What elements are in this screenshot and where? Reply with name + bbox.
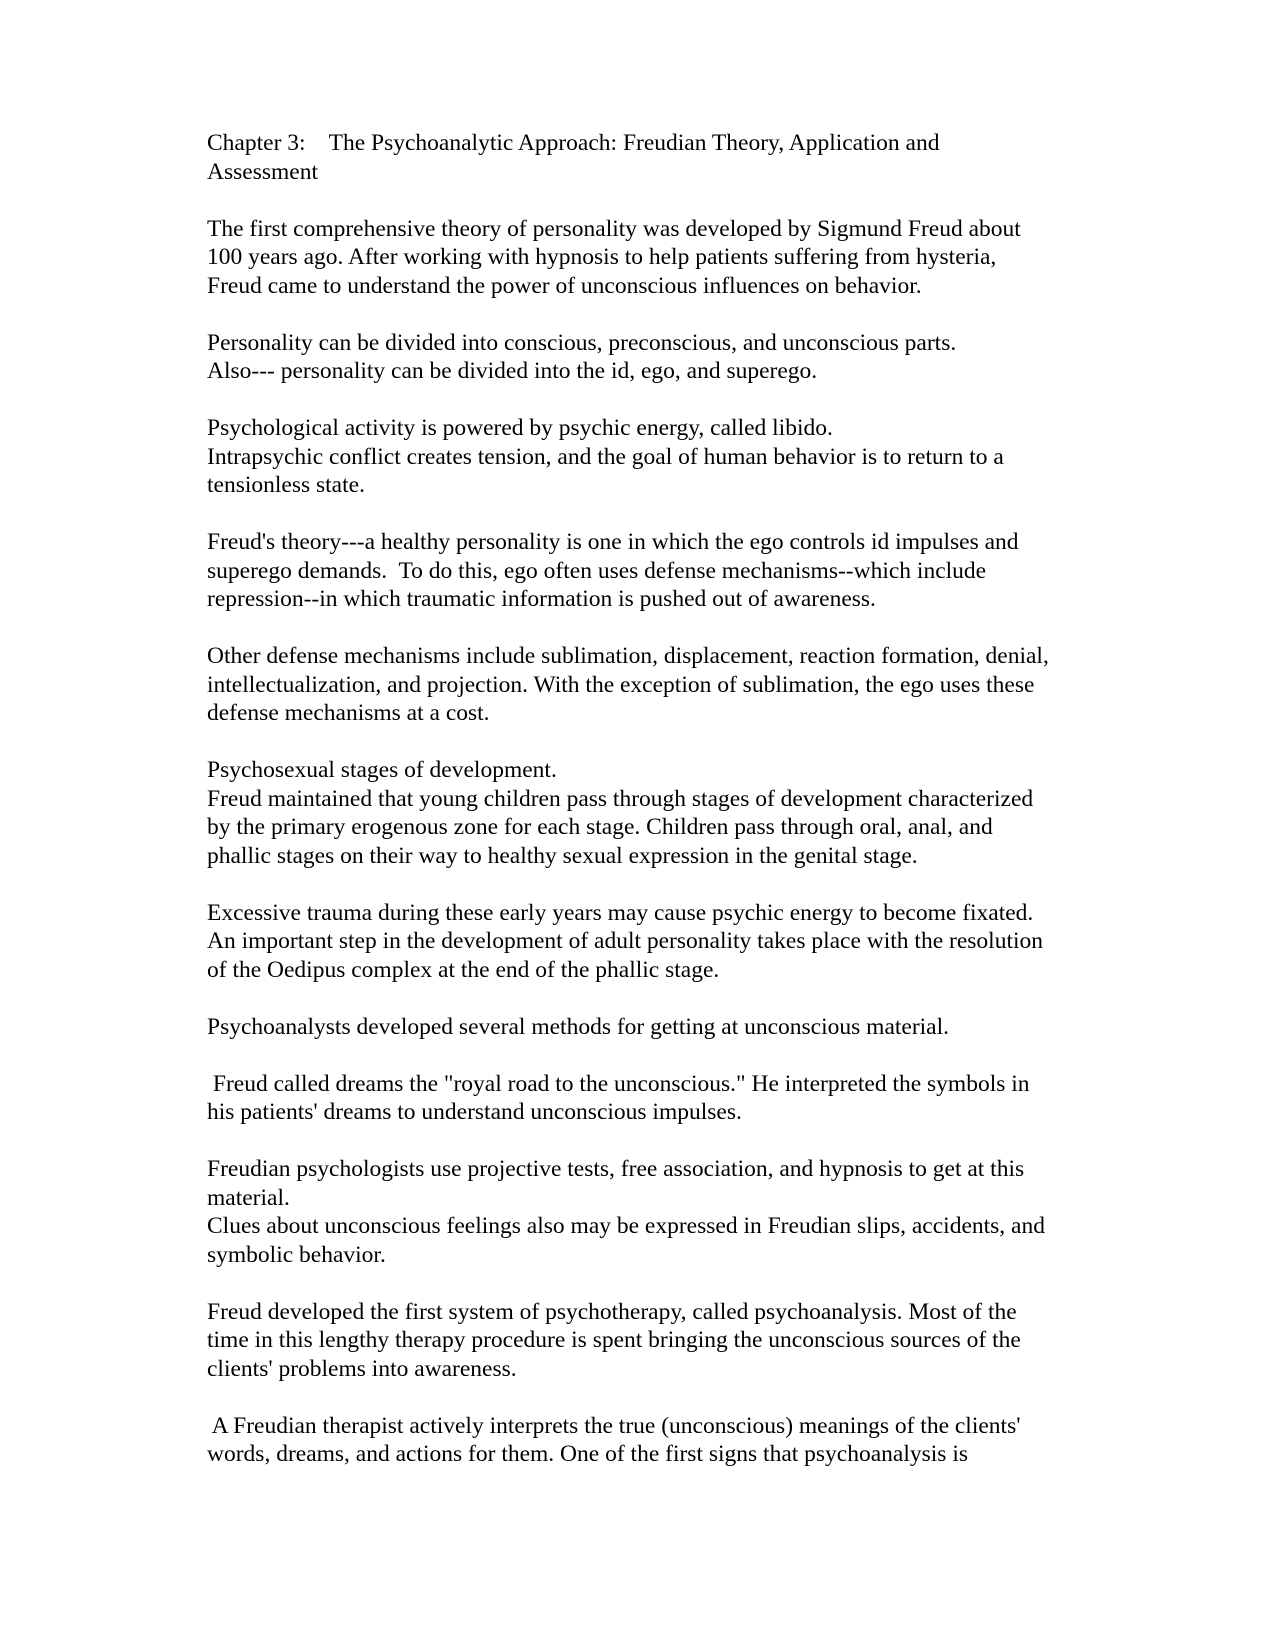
text-line: Personality can be divided into conscious, preconscious, and unconscious parts. (207, 329, 957, 356)
text-line: Freud came to understand the power of unconscious influences on behavior. (207, 272, 922, 299)
text-line: symbolic behavior. (207, 1241, 386, 1268)
paragraph (207, 642, 1107, 728)
paragraph (207, 899, 1107, 985)
text-line: Clues about unconscious feelings also may be expressed in Freudian slips, accidents, and (207, 1213, 1045, 1239)
text-line: Freud maintained that young children pass through stages of development characterized (207, 785, 1034, 812)
text-line: his patients' dreams to understand unconscious impulses. (207, 1099, 742, 1125)
paragraph (207, 1412, 1107, 1469)
chapter-title (207, 129, 1107, 186)
text-line: tensionless state. (207, 472, 365, 498)
text-line: phallic stages on their way to healthy sexual expression in the genital stage. (207, 842, 918, 869)
text-line: Chapter 3: The Psychoanalytic Approach: Freudian Theory, Application and (207, 130, 940, 156)
text-line: clients' problems into awareness. (207, 1355, 517, 1382)
text-line: The first comprehensive theory of personality was developed by Sigmund Freud about (207, 215, 1021, 242)
text-line: Freud called dreams the "royal road to the unconscious." He interpreted the symbols in (207, 1070, 1030, 1097)
paragraph (207, 1298, 1107, 1384)
text-line: Psychosexual stages of development. (207, 757, 557, 783)
text-line: time in this lengthy therapy procedure is spent bringing the unconscious sources of the (207, 1327, 1021, 1353)
text-line: words, dreams, and actions for them. One of the first signs that psychoanalysis is (207, 1441, 968, 1467)
text-line: 100 years ago. After working with hypnosis to help patients suffering from hysteria, (207, 244, 997, 270)
paragraph (207, 329, 1107, 386)
paragraph (207, 1013, 1107, 1042)
text-line: A Freudian therapist actively interprets the true (unconscious) meanings of the clients' (207, 1412, 1021, 1439)
text-line: Freud developed the first system of psychotherapy, called psychoanalysis. Most of the (207, 1298, 1017, 1325)
text-line: Freudian psychologists use projective tests, free association, and hypnosis to get at this (207, 1156, 1025, 1182)
document-body (207, 129, 1107, 1497)
text-line: Also--- personality can be divided into the id, ego, and superego. (207, 358, 818, 384)
paragraph (207, 528, 1107, 614)
paragraph (207, 215, 1107, 301)
text-line: by the primary erogenous zone for each stage. Children pass through oral, anal, and (207, 814, 993, 840)
text-line: Intrapsychic conflict creates tension, and the goal of human behavior is to return to a (207, 443, 1004, 470)
paragraph (207, 414, 1107, 500)
text-line: material. (207, 1184, 290, 1211)
text-line: Psychoanalysts developed several methods for getting at unconscious material. (207, 1013, 950, 1040)
text-line: defense mechanisms at a cost. (207, 700, 490, 726)
text-line: superego demands. To do this, ego often uses defense mechanisms--which include (207, 557, 987, 584)
text-line: intellectualization, and projection. With the exception of sublimation, the ego uses these (207, 671, 1035, 698)
text-line: Other defense mechanisms include sublimation, displacement, reaction formation, denial, (207, 643, 1049, 669)
paragraph (207, 756, 1107, 870)
text-line: Freud's theory---a healthy personality is one in which the ego controls id impulses and (207, 529, 1019, 555)
paragraph (207, 1155, 1107, 1269)
text-line: of the Oedipus complex at the end of the phallic stage. (207, 956, 720, 983)
text-line: Assessment (207, 158, 318, 185)
paragraph (207, 1070, 1107, 1127)
text-line: Excessive trauma during these early years may cause psychic energy to become fixated. (207, 899, 1034, 926)
text-line: repression--in which traumatic information is pushed out of awareness. (207, 586, 876, 612)
text-line: Psychological activity is powered by psychic energy, called libido. (207, 415, 833, 441)
text-line: An important step in the development of adult personality takes place with the resolution (207, 928, 1044, 954)
